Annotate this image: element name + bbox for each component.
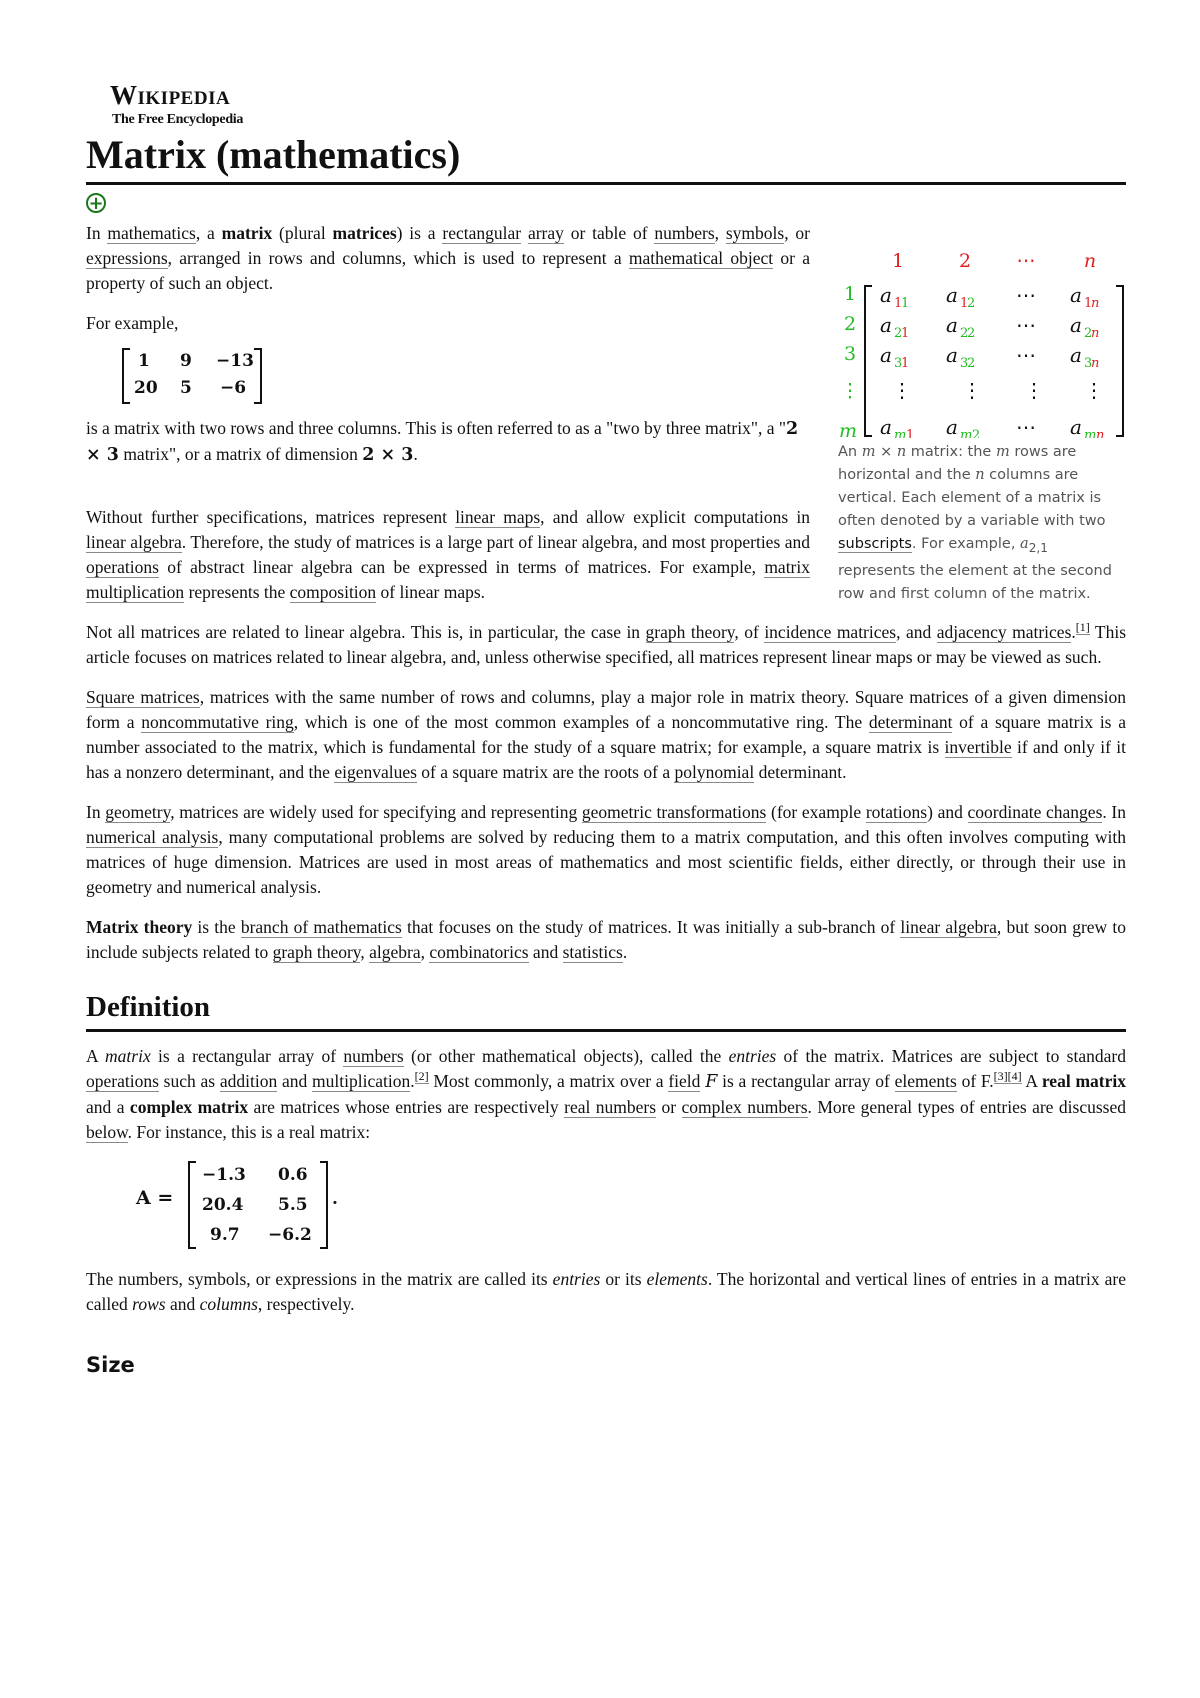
link-numbers[interactable]: numbers: [654, 223, 715, 243]
row-header-1: 1: [843, 283, 857, 305]
page-title: Matrix (mathematics): [86, 132, 1126, 185]
svg-text:⋮: ⋮: [1084, 378, 1104, 402]
svg-text:a: a: [880, 415, 892, 438]
matrix-cell: 20: [134, 378, 158, 398]
matrix-cell: 1: [138, 351, 150, 371]
col-header-n: n: [1083, 250, 1097, 272]
definition-paragraph-2: The numbers, symbols, or expressions in the matrix are called its entries or its elements. The horizontal and vertical lines of entries in a matrix are called rows and columns, respectively.: [86, 1269, 1126, 1314]
svg-text:2: 2: [967, 356, 976, 371]
link-geometric-transformations[interactable]: geometric transformations: [581, 802, 767, 822]
link-graph-theory-2[interactable]: graph theory: [272, 942, 361, 962]
link-linear-maps[interactable]: linear maps: [455, 507, 541, 527]
link-mathematical-object[interactable]: mathematical object: [628, 248, 774, 268]
link-real-numbers[interactable]: real numbers: [564, 1097, 657, 1117]
matrix-cell: 20.4: [202, 1195, 244, 1215]
section-heading-size: Size: [86, 1353, 135, 1377]
svg-text:a: a: [1070, 415, 1082, 438]
svg-text:2: 2: [894, 326, 903, 341]
matrix-illustration: [838, 240, 1126, 438]
svg-text:2: 2: [972, 428, 981, 438]
real-matrix-equation: [86, 1155, 1126, 1255]
svg-text:2: 2: [967, 326, 976, 341]
link-noncommutative-ring[interactable]: noncommutative ring: [141, 712, 294, 732]
svg-text:⋮: ⋮: [1024, 378, 1044, 402]
link-addition[interactable]: addition: [219, 1071, 278, 1091]
matrix-cell: 9: [180, 351, 192, 371]
reference-3-4[interactable]: [3][4]: [993, 1069, 1022, 1084]
link-incidence-matrices[interactable]: incidence matrices: [764, 622, 897, 642]
link-subscripts[interactable]: subscripts: [838, 536, 912, 552]
reference-1[interactable]: [1]: [1075, 620, 1090, 635]
svg-text:1: 1: [901, 296, 910, 311]
link-graph-theory[interactable]: graph theory: [645, 622, 735, 642]
svg-text:1: 1: [901, 326, 910, 341]
svg-text:⋮: ⋮: [892, 378, 912, 402]
link-operations-2[interactable]: operations: [86, 1071, 159, 1091]
link-mathematics[interactable]: mathematics: [107, 223, 196, 243]
svg-text:a: a: [946, 415, 958, 438]
article: [86, 80, 1126, 1377]
svg-text:1: 1: [894, 296, 903, 311]
link-rectangular[interactable]: rectangular: [442, 223, 522, 243]
intro-paragraph-2: For example,: [86, 313, 179, 333]
logo-wordmark: Wikipedia: [110, 80, 231, 110]
link-polynomial[interactable]: polynomial: [674, 762, 755, 782]
wikipedia-logo[interactable]: [86, 80, 1126, 132]
link-branch-of-mathematics[interactable]: branch of mathematics: [240, 917, 402, 937]
svg-text:⋯: ⋯: [1016, 415, 1036, 438]
link-statistics[interactable]: statistics: [562, 942, 623, 962]
link-eigenvalues[interactable]: eigenvalues: [334, 762, 417, 782]
intro: [86, 221, 810, 605]
example-matrix: [122, 348, 262, 408]
link-linear-algebra-2[interactable]: linear algebra: [900, 917, 997, 937]
link-numbers-2[interactable]: numbers: [343, 1046, 404, 1066]
matrix-cell: −6: [220, 378, 247, 398]
equation-lhs: A =: [136, 1187, 174, 1209]
svg-text:2: 2: [967, 296, 976, 311]
svg-text:m: m: [960, 428, 973, 438]
matrix-cell: 5.5: [278, 1195, 308, 1215]
link-determinant[interactable]: determinant: [868, 712, 953, 732]
link-symbols[interactable]: symbols: [725, 223, 785, 243]
link-multiplication[interactable]: multiplication: [312, 1071, 411, 1091]
svg-text:⋮: ⋮: [962, 378, 982, 402]
body-paragraph-4: Matrix theory is the branch of mathematics that focuses on the study of matrices. It was initially a sub-branch of linear algebra, but soon grew to include subjects related to graph theory, algebra, combinatorics and statistics.: [86, 917, 1126, 962]
body-paragraph-2: Square matrices, matrices with the same number of rows and columns, play a major role in matrix theory. Square matrices of a given dimension form a noncommutative ring, which is one of the most common examples of a noncommutative ring. The determinant of a square matrix is a number associated to the matrix, which is fundamental for the study of a square matrix; for example, a square matrix is invertible if and only if it has a nonzero determinant, and the eigenvalues of a square matrix are the roots of a polynomial determinant.: [86, 687, 1127, 782]
matrix-cell: 0.6: [278, 1165, 308, 1185]
svg-text:3: 3: [960, 356, 969, 371]
svg-text:n: n: [1091, 296, 1100, 311]
svg-text:2: 2: [1084, 326, 1093, 341]
link-rotations[interactable]: rotations: [865, 802, 928, 822]
link-composition[interactable]: composition: [289, 582, 377, 602]
logo-tagline: The Free Encyclopedia: [112, 112, 244, 127]
svg-text:a: a: [1070, 313, 1082, 337]
svg-text:1: 1: [901, 356, 910, 371]
svg-text:a: a: [946, 343, 958, 367]
svg-text:1: 1: [960, 296, 969, 311]
matrix-cell: 9.7: [210, 1225, 240, 1245]
svg-text:⋯: ⋯: [1016, 283, 1036, 307]
row-header-3: 3: [843, 343, 857, 365]
matrix-cell: −1.3: [202, 1165, 246, 1185]
link-linear-algebra[interactable]: linear algebra: [86, 532, 182, 552]
svg-text:n: n: [1091, 326, 1100, 341]
intro-paragraph-3: is a matrix with two rows and three columns. This is often referred to as a "two by three matrix", a "2 × 3 matrix", or a matrix of dimension 2 × 3.: [86, 418, 799, 465]
link-array[interactable]: array: [527, 223, 564, 243]
svg-text:n: n: [1091, 356, 1100, 371]
link-complex-numbers[interactable]: complex numbers: [681, 1097, 808, 1117]
expand-plus-icon[interactable]: +: [86, 193, 106, 213]
svg-text:1: 1: [906, 428, 915, 438]
svg-text:a: a: [880, 283, 892, 307]
link-invertible[interactable]: invertible: [944, 737, 1012, 757]
body-paragraph-3: In geometry, matrices are widely used for specifying and representing geometric transformations (for example rotations) and coordinate changes. In numerical analysis, many computational problems are solved by reducing them to a matrix computation, and this often involves computing with matrices of huge dimension. Matrices are used in most areas of mathematics and most scientific fields, either directly, or through their use in geometry and numerical analysis.: [86, 802, 1126, 897]
matrix-cell: 5: [180, 378, 192, 398]
matrix-cell: −13: [216, 351, 254, 371]
link-square-matrices[interactable]: Square matrices: [86, 687, 200, 707]
section-heading-definition: Definition: [86, 989, 1126, 1032]
svg-text:⋯: ⋯: [1016, 313, 1036, 337]
link-adjacency-matrices[interactable]: adjacency matrices: [936, 622, 1072, 642]
svg-text:a: a: [946, 313, 958, 337]
svg-text:a: a: [1070, 343, 1082, 367]
intro-paragraph-4: Without further specifications, matrices represent linear maps, and allow explicit computations in linear algebra. Therefore, the study of matrices is a large part of linear algebra, and most properties and operations of abstract linear algebra can be expressed in terms of matrices. For example, matrix multiplication represents the composition of linear maps.: [86, 507, 810, 602]
svg-text:a: a: [880, 343, 892, 367]
equation-period: .: [332, 1189, 338, 1209]
svg-text:m: m: [894, 428, 907, 438]
body-paragraph-1: Not all matrices are related to linear algebra. This is, in particular, the case in graph theory, of incidence matrices, and adjacency matrices.[1] This article focuses on matrices related to linear algebra, and, unless otherwise specified, all matrices represent linear maps or may be viewed as such.: [86, 620, 1127, 667]
svg-text:3: 3: [894, 356, 903, 371]
intro-paragraph-1: In mathematics, a matrix (plural matrices) is a rectangular array or table of numbers, symbols, or expressions, arranged in rows and columns, which is used to represent a mathematical object or a property of such an object.: [86, 223, 810, 293]
link-operations[interactable]: operations: [86, 557, 159, 577]
link-elements[interactable]: elements: [894, 1071, 957, 1091]
col-header-2: 2: [958, 250, 972, 272]
link-matrix-multiplication[interactable]: matrix multiplication: [86, 557, 810, 602]
svg-text:a: a: [1070, 283, 1082, 307]
reference-2[interactable]: [2]: [414, 1069, 429, 1084]
link-numerical-analysis[interactable]: numerical analysis: [86, 827, 219, 847]
svg-text:⋯: ⋯: [1016, 343, 1036, 367]
svg-text:2: 2: [960, 326, 969, 341]
svg-text:3: 3: [1084, 356, 1093, 371]
col-header-1: 1: [891, 250, 905, 272]
link-expressions[interactable]: expressions: [86, 248, 168, 268]
link-below[interactable]: below: [86, 1122, 128, 1142]
link-field[interactable]: field: [668, 1071, 701, 1091]
link-algebra[interactable]: algebra: [369, 942, 421, 962]
row-header-2: 2: [843, 313, 857, 335]
row-header-vdots: ⋮: [840, 380, 860, 402]
link-geometry[interactable]: geometry: [105, 802, 171, 822]
definition-paragraph-1: A matrix is a rectangular array of numbers (or other mathematical objects), called the entries of the matrix. Matrices are subject to standard operations such as addition and multiplication.[2] Most commonly, a matrix over a field F is a rectangular array of elements of F.[3][4] A real matrix and a complex matrix are matrices whose entries are respectively real numbers or complex numbers. More general types of entries are discussed below. For instance, this is a real matrix:: [86, 1046, 1126, 1142]
svg-text:m: m: [1084, 428, 1097, 438]
infobox: [838, 240, 1126, 606]
svg-text:a: a: [946, 283, 958, 307]
svg-text:a: a: [880, 313, 892, 337]
col-header-dots: ⋯: [1016, 250, 1036, 272]
infobox-caption: An m × n matrix: the m rows are horizontal and the n columns are vertical. Each element of a matrix is often denoted by a variable with two subscripts. For example, $a_{2,1}$ represents the element at the second row and first column of the matrix.: [838, 444, 1112, 602]
link-coordinate-changes[interactable]: coordinate changes: [967, 802, 1103, 822]
matrix-cell: −6.2: [268, 1225, 312, 1245]
link-combinatorics[interactable]: combinatorics: [429, 942, 529, 962]
row-header-m: m: [838, 420, 858, 438]
svg-text:n: n: [1096, 428, 1105, 438]
svg-text:1: 1: [1084, 296, 1093, 311]
